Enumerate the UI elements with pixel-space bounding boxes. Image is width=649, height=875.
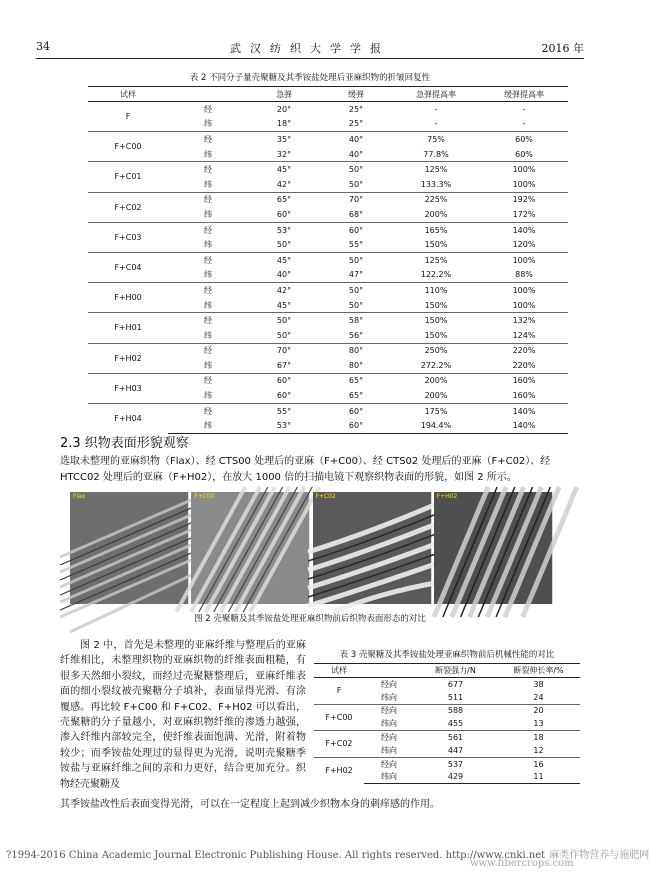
table2-cell: 140% <box>480 418 568 433</box>
table2-sample-cell: F+H01 <box>88 313 168 343</box>
table3-header-cell: 试样 <box>314 664 364 678</box>
table2-cell: 77.8% <box>423 149 449 159</box>
table2-cell: 172% <box>512 209 536 219</box>
table2-cell: 纬 <box>204 300 212 310</box>
figure-panel-label: F+C00 <box>194 493 215 500</box>
table3-header-cell <box>364 664 414 678</box>
table2-cell: 133.3% <box>420 179 452 189</box>
table2-sample-cell: F+C01 <box>88 162 168 192</box>
table2-row <box>88 132 568 147</box>
watermark-url: www.fibercrops.com <box>470 858 574 869</box>
table2-cell: - <box>434 119 438 129</box>
table2-header-row <box>88 87 568 102</box>
table3-cell: 18 <box>497 731 580 744</box>
table3-cell: 38 <box>533 679 544 689</box>
table3-cell: 455 <box>447 719 464 729</box>
table2-cell: 70° <box>248 343 320 358</box>
table2-cell: 40° <box>348 149 364 159</box>
table3-sample-cell: F+C02 <box>314 731 364 758</box>
table2-cell: 50° <box>348 300 364 310</box>
table2-cell: 250% <box>392 343 480 358</box>
section-heading: 2.3 织物表面形貌观察 <box>60 436 189 451</box>
table2-cell: 42° <box>248 283 320 298</box>
table2-row <box>88 283 568 298</box>
table3-cell: 纬向 <box>381 745 397 755</box>
table3-sample-cell: F <box>336 686 342 696</box>
figure2-micrographs <box>70 492 552 604</box>
table2-row <box>88 343 568 358</box>
table2-cell: 经 <box>204 104 212 114</box>
table3-cell: 677 <box>447 679 464 689</box>
table2-cell: 122.2% <box>420 270 452 280</box>
paragraph: 其季铵盐改性后表面变得光滑，可以在一定程度上起到减少织物本身的刺痒感的作用。 <box>60 799 440 810</box>
header-rule <box>36 58 584 59</box>
table3-cell: 588 <box>414 704 497 717</box>
table3-caption: 表 3 壳聚糖及其季铵盐处理亚麻织物前后机械性能的对比 <box>339 650 555 660</box>
table2-cell: 纬 <box>204 209 212 219</box>
running-header <box>36 40 584 56</box>
table2-cell: 纬 <box>204 149 212 159</box>
table2-cell: 50° <box>320 162 392 177</box>
table2-cell: 55° <box>348 240 364 250</box>
table2-cell: 200% <box>424 209 448 219</box>
table2-cell: 纬 <box>204 330 212 340</box>
paragraph: 图 2 中，首先是未整理的亚麻纤维与整理后的亚麻纤维相比，未整理织物的亚麻织物的纤维表面粗糙，有很多天然细小裂纹，而经过壳聚糖整理后，亚麻纤维表面的细小裂纹被壳聚糖分子填补，表面显得光滑、有涂覆感。再比较 F+C00 和 F+C02、F+H02 可以看出，壳聚糖的分子量越小，对亚麻织物纤维的渗透力越强，渗入纤维内部较完全，使纤维表面饱满、光滑，附着物较少；而季铵盐处理过的显得更为光滑，说明壳聚糖季铵盐与亚麻纤维之间的亲和力更好，结合更加充分。织物经壳聚糖及 <box>60 640 306 790</box>
table2-cell: 124% <box>512 330 536 340</box>
table2-cell: 125% <box>392 252 480 267</box>
table2-cell: 60° <box>276 209 292 219</box>
table2-cell: 42° <box>276 179 292 189</box>
table2-sample-cell: F+C02 <box>88 192 168 222</box>
table2-cell: 60% <box>480 132 568 147</box>
table2-cell: 160% <box>512 391 536 401</box>
table2-cell: 150% <box>424 300 448 310</box>
table2-cell: 192% <box>480 192 568 207</box>
table2-cell: 经 <box>168 403 248 418</box>
table3-cell: 经向 <box>364 731 414 744</box>
table2-cell: 纬 <box>204 270 212 280</box>
table2-cell: 纬 <box>204 119 212 129</box>
table2-cell: 50° <box>276 240 292 250</box>
table2-cell: 100% <box>512 300 536 310</box>
sem-image-flax <box>70 492 188 604</box>
table2-cell: 60° <box>276 391 292 401</box>
table3-cell: 11 <box>497 771 580 784</box>
table3-sample-cell: F+C00 <box>314 704 364 731</box>
table2-cell: 110% <box>392 283 480 298</box>
table2-cell: 53° <box>248 222 320 237</box>
table2-cell: 58° <box>320 313 392 328</box>
table3-cell: 20 <box>497 704 580 717</box>
table3-cell: 561 <box>414 731 497 744</box>
table2-cell: 88% <box>515 270 533 280</box>
table2-cell: 18° <box>276 119 292 129</box>
watermark-text: 麻类作物营养与施肥网 <box>549 850 649 861</box>
table2-cell: 60° <box>320 222 392 237</box>
table2-sample-cell: F+H04 <box>88 403 168 433</box>
table2-cell: 经 <box>168 252 248 267</box>
figure-panel-label: F+H02 <box>436 493 458 500</box>
table2-cell: 200% <box>392 373 480 388</box>
table2-cell: 经 <box>168 283 248 298</box>
table2-cell: 纬 <box>168 418 248 433</box>
table2-cell: 25° <box>348 119 364 129</box>
table2-cell: 55° <box>248 403 320 418</box>
table3 <box>314 663 580 784</box>
table3-cell: 经向 <box>364 704 414 717</box>
table3-cell: 511 <box>447 692 464 702</box>
table2-cell: 272.2% <box>420 360 452 370</box>
table2-cell: - <box>522 119 526 129</box>
table2-cell: 220% <box>480 343 568 358</box>
table2-cell: 80° <box>348 360 364 370</box>
table2-cell: 经 <box>168 373 248 388</box>
table3-row <box>314 731 580 744</box>
copyright-text: ?1994-2016 China Academic Journal Electronic Publishing House. All rights reserved. http://www.cnki.net <box>6 850 546 861</box>
table3-cell: 429 <box>414 771 497 784</box>
table2-cell: 20° <box>276 104 292 114</box>
table3-cell: 13 <box>533 719 544 729</box>
table2-header-cell: 缓弹 <box>320 87 392 102</box>
table2-sample-cell: F+C04 <box>88 252 168 282</box>
table3-row <box>314 678 580 691</box>
table2-header-cell: 急弹提高率 <box>392 87 480 102</box>
table2-cell: 经 <box>168 162 248 177</box>
table3-row <box>314 757 580 770</box>
journal-year: 2016 年 <box>541 42 584 55</box>
table2-cell: 45° <box>248 162 320 177</box>
table3-cell: 纬向 <box>381 719 397 729</box>
table3-cell: 纬向 <box>364 771 414 784</box>
table2-row <box>88 252 568 267</box>
table3-row <box>314 704 580 717</box>
table2-cell: 140% <box>480 403 568 418</box>
sem-image-f-c00 <box>191 492 309 604</box>
table2-cell: 100% <box>480 162 568 177</box>
table3-cell: 经向 <box>364 757 414 770</box>
table2-cell: 纬 <box>204 240 212 250</box>
table2-cell: 100% <box>512 179 536 189</box>
figure-panel-label: Flax <box>73 493 86 500</box>
table2-header-cell <box>168 87 248 102</box>
figure2-caption: 图 2 壳聚糖及其季铵盐处理亚麻织物前后织物表面形态的对比 <box>194 614 426 624</box>
table2-cell: 40° <box>320 132 392 147</box>
table2-cell: 50° <box>320 283 392 298</box>
table2-cell: 65° <box>348 391 364 401</box>
table2-cell: 经 <box>168 313 248 328</box>
table2-cell: 50° <box>276 330 292 340</box>
table2-cell: 56° <box>348 330 364 340</box>
table2-cell: 80° <box>320 343 392 358</box>
table2-cell: 50° <box>320 252 392 267</box>
table2-cell: 175% <box>392 403 480 418</box>
sem-image-f-c02 <box>313 492 431 604</box>
table2-cell: 67° <box>276 360 292 370</box>
table2-cell: 132% <box>480 313 568 328</box>
table2-cell: 60% <box>515 149 533 159</box>
table2-sample-cell: F+H02 <box>88 343 168 373</box>
table2-cell: 125% <box>392 162 480 177</box>
table2-cell: 68° <box>348 209 364 219</box>
table2-cell: - <box>522 104 526 114</box>
table2-cell: 25° <box>348 104 364 114</box>
table3-cell: 447 <box>447 745 464 755</box>
table3-header-cell: 断裂强力/N <box>414 664 497 678</box>
journal-name: 武汉纺织大学学报 <box>230 42 390 55</box>
table2-cell: 220% <box>512 360 536 370</box>
sem-image-f-h02 <box>434 492 552 604</box>
figure-panel-label: F+C02 <box>315 493 336 500</box>
table2-header-cell: 急弹 <box>248 87 320 102</box>
table2-cell: 40° <box>276 270 292 280</box>
table2-cell: 120% <box>512 240 536 250</box>
table2-cell: 35° <box>248 132 320 147</box>
table3-header-row <box>314 664 580 678</box>
table2-row <box>88 192 568 207</box>
table3-cell: 经向 <box>381 679 397 689</box>
table2-row <box>88 373 568 388</box>
table2-sample-cell: F+C00 <box>88 132 168 162</box>
table2-row <box>88 222 568 237</box>
table2-cell: 165% <box>392 222 480 237</box>
table2-cell: 70° <box>320 192 392 207</box>
table2-header-cell: 缓弹提高率 <box>480 87 568 102</box>
table2-caption: 表 2 不同分子量壳聚糖及其季铵盐处理后亚麻织物的折皱回复性 <box>189 73 431 83</box>
table2-cell: 经 <box>168 222 248 237</box>
table2-cell: 100% <box>480 283 568 298</box>
table2-cell: 150% <box>392 313 480 328</box>
table2-cell: 50° <box>248 313 320 328</box>
table2-cell: 200% <box>424 391 448 401</box>
table3-cell: 537 <box>414 757 497 770</box>
table2 <box>88 86 568 434</box>
table2-cell: 150% <box>424 240 448 250</box>
table2-cell: 纬 <box>204 360 212 370</box>
table2-sample-cell: F+H03 <box>88 373 168 403</box>
table2-cell: 100% <box>480 252 568 267</box>
table2-cell: 50° <box>348 179 364 189</box>
table2-cell: 纬 <box>204 179 212 189</box>
table2-cell: 45° <box>276 300 292 310</box>
table3-cell: 12 <box>533 745 544 755</box>
table2-cell: 47° <box>348 270 364 280</box>
table2-row <box>88 162 568 177</box>
page-number: 34 <box>36 40 50 53</box>
table2-cell: 75% <box>392 132 480 147</box>
table2-cell: 65° <box>320 373 392 388</box>
table2-cell: 60° <box>320 403 392 418</box>
table3-header-cell: 断裂伸长率/% <box>497 664 580 678</box>
table3-cell: 24 <box>533 692 544 702</box>
paragraph: 选取未整理的亚麻织物（Flax）、经 CTS00 处理后的亚麻（F+C00）、经 CTS02 处理后的亚麻（F+C02）、经 HTCC02 处理后的亚麻（F+H02），在放大 1000 倍的扫描电镜下观察织物表面的形貌，如图 2 所示。 <box>60 456 551 483</box>
table3-cell: 16 <box>497 757 580 770</box>
table2-cell: 经 <box>168 132 248 147</box>
table2-cell: 65° <box>248 192 320 207</box>
table2-row <box>88 403 568 418</box>
table2-cell: 140% <box>480 222 568 237</box>
table2-cell: - <box>434 104 438 114</box>
table2-header-cell: 试样 <box>88 87 168 102</box>
table2-sample-cell: F <box>125 112 131 122</box>
table2-cell: 225% <box>392 192 480 207</box>
table2-row <box>88 313 568 328</box>
table2-cell: 160% <box>480 373 568 388</box>
table2-cell: 32° <box>276 149 292 159</box>
table2-cell: 经 <box>168 343 248 358</box>
table2-cell: 经 <box>168 192 248 207</box>
table2-sample-cell: F+C03 <box>88 222 168 252</box>
table2-cell: 60° <box>248 373 320 388</box>
table2-cell: 60° <box>320 418 392 433</box>
table2-row <box>88 102 568 117</box>
table2-cell: 194.4% <box>392 418 480 433</box>
table2-cell: 纬 <box>204 391 212 401</box>
table2-sample-cell: F+H00 <box>88 283 168 313</box>
table3-sample-cell: F+H02 <box>314 757 364 784</box>
table2-cell: 53° <box>248 418 320 433</box>
table3-cell: 纬向 <box>381 692 397 702</box>
table2-cell: 150% <box>424 330 448 340</box>
table2-cell: 45° <box>248 252 320 267</box>
